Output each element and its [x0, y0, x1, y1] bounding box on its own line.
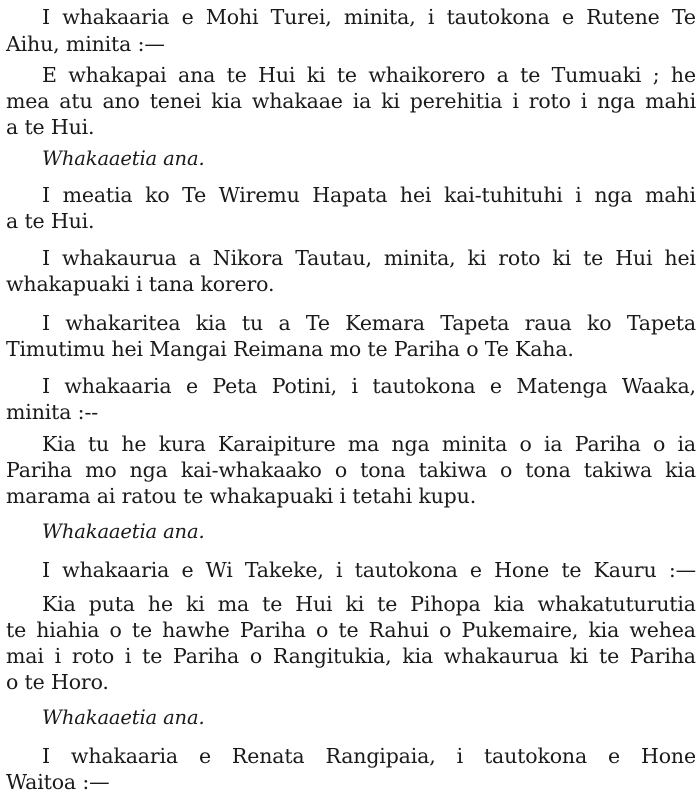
- word: I: [42, 374, 50, 398]
- word: tautokona: [483, 744, 588, 768]
- word: te: [142, 644, 163, 668]
- word: Tautau,: [295, 246, 372, 270]
- word: mai: [6, 644, 44, 668]
- word: kia: [195, 311, 227, 335]
- word: minita: [441, 432, 508, 456]
- word: o: [109, 618, 122, 642]
- resolution-carried: Whakaaetia ana.: [42, 147, 205, 170]
- word: Nikora: [212, 246, 284, 270]
- word: Hapata: [312, 183, 388, 207]
- word: Rangipaia,: [325, 744, 436, 768]
- word: a: [496, 63, 509, 87]
- text-line: a te Hui.: [6, 115, 95, 139]
- word: he: [670, 63, 696, 87]
- word: hei: [399, 183, 432, 207]
- word: ia: [352, 89, 372, 113]
- text-line: [42, 373, 696, 399]
- word: te: [583, 246, 604, 270]
- word: whakaurua: [443, 644, 559, 668]
- word: takiwa: [583, 458, 653, 482]
- word: Te: [305, 311, 330, 335]
- word: te: [226, 63, 247, 87]
- word: tautokona: [372, 374, 476, 398]
- word: Pukemaire,: [461, 618, 579, 642]
- word: i: [351, 374, 358, 398]
- word: te: [377, 592, 398, 616]
- word: ia: [677, 432, 696, 456]
- word: ana: [178, 63, 216, 87]
- word: tu: [87, 432, 110, 456]
- word: nga: [129, 458, 168, 482]
- word: ki: [381, 89, 400, 113]
- word: Kemara: [345, 311, 425, 335]
- word: Rutene: [586, 5, 660, 29]
- word: Renata: [231, 744, 305, 768]
- word: te: [262, 592, 283, 616]
- word: i: [124, 644, 132, 668]
- word: ;: [652, 63, 660, 87]
- word: i: [512, 89, 519, 113]
- word: Potini,: [271, 374, 338, 398]
- word: whakaaria: [62, 5, 170, 29]
- word: e: [181, 5, 194, 29]
- word: takiwa: [418, 458, 487, 482]
- word: roto: [528, 89, 571, 113]
- word: Te: [182, 183, 207, 207]
- word: puta: [88, 592, 135, 616]
- text-line: whakapuaki i tana korero.: [6, 272, 275, 296]
- word: kia: [588, 618, 620, 642]
- text-line: minita :--: [6, 400, 98, 424]
- word: te: [6, 618, 27, 642]
- word: meatia: [62, 183, 133, 207]
- word: Takeke,: [244, 558, 324, 582]
- word: ano: [102, 89, 140, 113]
- text-line: [6, 457, 696, 483]
- word: whakaae: [251, 89, 343, 113]
- word: ki: [185, 592, 205, 616]
- word: ma: [217, 592, 250, 616]
- text-line: [6, 617, 696, 643]
- word: minita,: [343, 5, 416, 29]
- word: whakapai: [68, 63, 167, 87]
- text-line: marama ai ratou te whakapuaki i tetahi kupu.: [6, 484, 477, 508]
- word: Karaipiture: [218, 432, 336, 456]
- word: whakaritea: [65, 311, 181, 335]
- text-line: [6, 643, 696, 669]
- text-line: [42, 182, 696, 208]
- word: i: [54, 644, 62, 668]
- word: o: [316, 618, 329, 642]
- word: wehea: [629, 618, 696, 642]
- word: mahi: [645, 183, 696, 207]
- word: ko: [145, 183, 170, 207]
- resolution-carried: Whakaaetia ana.: [42, 706, 205, 729]
- word: kai-whakaako: [180, 458, 322, 482]
- word: kia: [493, 592, 525, 616]
- word: i: [456, 744, 463, 768]
- word: ko: [587, 311, 612, 335]
- word: kia: [211, 89, 242, 113]
- text-line: [6, 88, 696, 114]
- word: o: [653, 432, 666, 456]
- word: ia: [543, 432, 563, 456]
- text-line: [42, 62, 696, 88]
- word: e: [198, 744, 211, 768]
- word: Kia: [42, 592, 76, 616]
- word: nga: [391, 432, 430, 456]
- word: Peta: [212, 374, 258, 398]
- word: I: [42, 311, 50, 335]
- word: Rangitukia,: [272, 644, 392, 668]
- text-line: a te Hui.: [6, 209, 95, 233]
- word: kura: [158, 432, 206, 456]
- text-line: o te Horo.: [6, 670, 109, 694]
- word: Kauru: [593, 558, 657, 582]
- word: a: [188, 246, 201, 270]
- word: raua: [524, 311, 572, 335]
- word: hiahia: [36, 618, 100, 642]
- text-line: [42, 4, 696, 30]
- word: e: [181, 558, 194, 582]
- text-line: [42, 431, 696, 457]
- word: o: [334, 458, 348, 482]
- word: I: [42, 5, 50, 29]
- word: nga: [597, 89, 636, 113]
- word: I: [42, 246, 50, 270]
- word: te: [561, 558, 582, 582]
- word: te: [520, 63, 541, 87]
- word: Rahui: [368, 618, 429, 642]
- word: Hone: [640, 744, 696, 768]
- word: Wi: [205, 558, 233, 582]
- word: mo: [85, 458, 117, 482]
- text-line: [42, 245, 696, 271]
- text-line: Timutimu hei Mangai Reimana mo te Pariha o Te Kaha.: [6, 337, 574, 361]
- word: e: [185, 374, 198, 398]
- word: Hui: [295, 592, 333, 616]
- word: o: [499, 458, 513, 482]
- word: kai-tuhituhi: [443, 183, 563, 207]
- word: kia: [402, 644, 434, 668]
- text-line: [42, 557, 696, 583]
- word: I: [42, 744, 50, 768]
- word: minita,: [383, 246, 456, 270]
- word: Mohi: [205, 5, 259, 29]
- word: Turei,: [270, 5, 332, 29]
- word: I: [42, 558, 50, 582]
- word: te: [338, 618, 359, 642]
- word: whakaaria: [62, 558, 170, 582]
- text-line: [42, 310, 696, 336]
- word: whakaaria: [64, 374, 172, 398]
- word: o: [249, 644, 263, 668]
- word: roto: [498, 246, 541, 270]
- word: o: [439, 618, 452, 642]
- word: whaikorero: [368, 63, 486, 87]
- word: atu: [59, 89, 93, 113]
- word: tenei: [149, 89, 202, 113]
- word: tautokona: [354, 558, 458, 582]
- word: tu: [241, 311, 264, 335]
- word: he: [121, 432, 147, 456]
- word: tona: [360, 458, 406, 482]
- word: i: [335, 558, 343, 582]
- word: ki: [306, 63, 326, 87]
- word: Pariha: [239, 618, 306, 642]
- word: ki: [552, 246, 572, 270]
- word: ki: [569, 644, 589, 668]
- word: Pihopa: [410, 592, 481, 616]
- word: a: [278, 311, 291, 335]
- word: whakatuturutia: [537, 592, 696, 616]
- word: Hui: [615, 246, 653, 270]
- word: Pariha: [629, 644, 696, 668]
- word: Wiremu: [218, 183, 300, 207]
- word: Tapeta: [440, 311, 510, 335]
- word: hawhe: [162, 618, 230, 642]
- word: roto: [71, 644, 115, 668]
- word: :—: [668, 558, 696, 582]
- word: i: [427, 5, 435, 29]
- word: Hone: [494, 558, 550, 582]
- word: ki: [467, 246, 487, 270]
- word: e: [561, 5, 574, 29]
- word: te: [336, 63, 357, 87]
- word: tautokona: [446, 5, 550, 29]
- word: i: [575, 183, 582, 207]
- word: i: [580, 89, 588, 113]
- word: whakaurua: [61, 246, 177, 270]
- word: tona: [525, 458, 571, 482]
- text-line: Aihu, minita :—: [6, 32, 165, 56]
- word: e: [489, 374, 502, 398]
- word: Waaka,: [621, 374, 696, 398]
- word: Pariha: [6, 458, 72, 482]
- word: te: [131, 618, 152, 642]
- text-line: [42, 743, 696, 769]
- word: mahi: [645, 89, 696, 113]
- word: perehitia: [409, 89, 503, 113]
- resolution-carried: Whakaaetia ana.: [42, 520, 205, 543]
- word: hei: [664, 246, 696, 270]
- word: o: [519, 432, 532, 456]
- word: Pariha: [574, 432, 641, 456]
- word: ma: [347, 432, 380, 456]
- word: nga: [594, 183, 633, 207]
- word: Matenga: [516, 374, 608, 398]
- word: e: [608, 744, 621, 768]
- word: I: [42, 183, 50, 207]
- word: kia: [665, 458, 696, 482]
- word: Hui: [258, 63, 296, 87]
- word: Tapeta: [626, 311, 696, 335]
- word: Te: [671, 5, 696, 29]
- word: E: [42, 63, 57, 87]
- word: Tumuaki: [551, 63, 642, 87]
- word: Kia: [42, 432, 76, 456]
- text-line: Waitoa :—: [6, 770, 110, 794]
- word: te: [598, 644, 620, 668]
- word: mea: [6, 89, 50, 113]
- word: Pariha: [173, 644, 240, 668]
- word: e: [469, 558, 482, 582]
- text-line: [42, 591, 696, 617]
- word: whakaaria: [70, 744, 178, 768]
- word: he: [147, 592, 173, 616]
- word: ki: [345, 592, 365, 616]
